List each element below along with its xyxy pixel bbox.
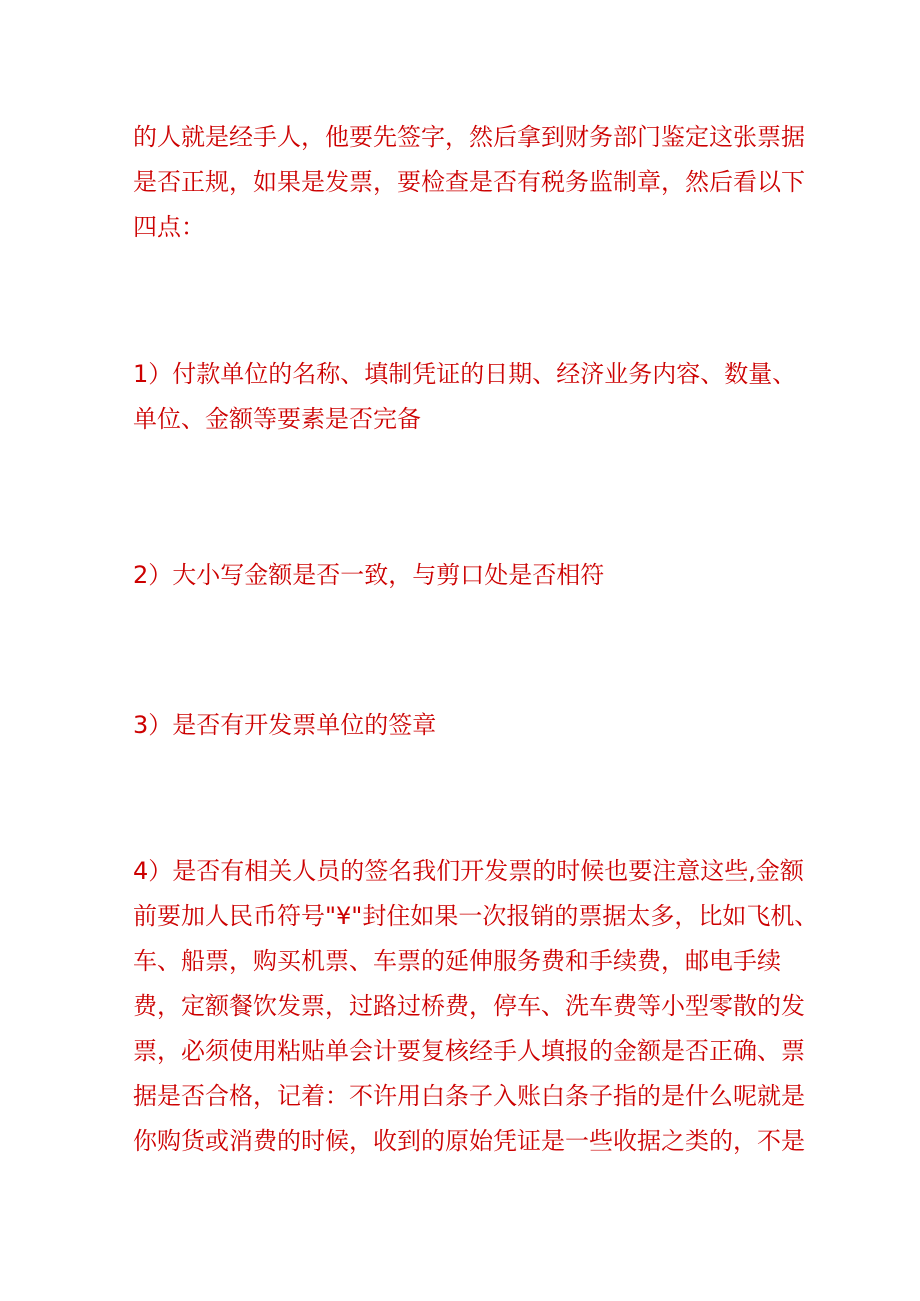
text-line: 前要加人民币符号"¥"封住如果一次报销的票据太多，比如飞机、	[133, 902, 819, 930]
text-line: 车、船票，购买机票、车票的延伸服务费和手续费，邮电手续	[133, 947, 781, 975]
text-line: 票，必须使用粘贴单会计要复核经手人填报的金额是否正确、票	[133, 1037, 805, 1065]
text-line: 单位、金额等要素是否完备	[133, 405, 421, 433]
paragraph-point-3	[133, 703, 793, 748]
text-line: 你购货或消费的时候，收到的原始凭证是一些收据之类的，不是	[133, 1127, 805, 1155]
text-line: 1）付款单位的名称、填制凭证的日期、经济业务内容、数量、	[133, 360, 797, 388]
paragraph-point-2	[133, 553, 793, 598]
text-line: 3）是否有开发票单位的签章	[133, 711, 437, 739]
text-line: 费，定额餐饮发票，过路过桥费，停车、洗车费等小型零散的发	[133, 992, 805, 1020]
paragraph-point-4	[133, 849, 819, 1164]
text-line: 四点：	[133, 213, 205, 241]
text-line: 2）大小写金额是否一致，与剪口处是否相符	[133, 561, 605, 589]
text-line: 4）是否有相关人员的签名我们开发票的时候也要注意这些,金额	[133, 857, 804, 885]
text-line: 的人就是经手人，他要先签字，然后拿到财务部门鉴定这张票据	[133, 123, 805, 151]
text-line: 是否正规，如果是发票，要检查是否有税务监制章，然后看以下	[133, 168, 805, 196]
paragraph-point-1	[133, 352, 797, 442]
text-line: 据是否合格，记着：不许用白条子入账白条子指的是什么呢就是	[133, 1082, 805, 1110]
paragraph-intro	[133, 115, 805, 250]
